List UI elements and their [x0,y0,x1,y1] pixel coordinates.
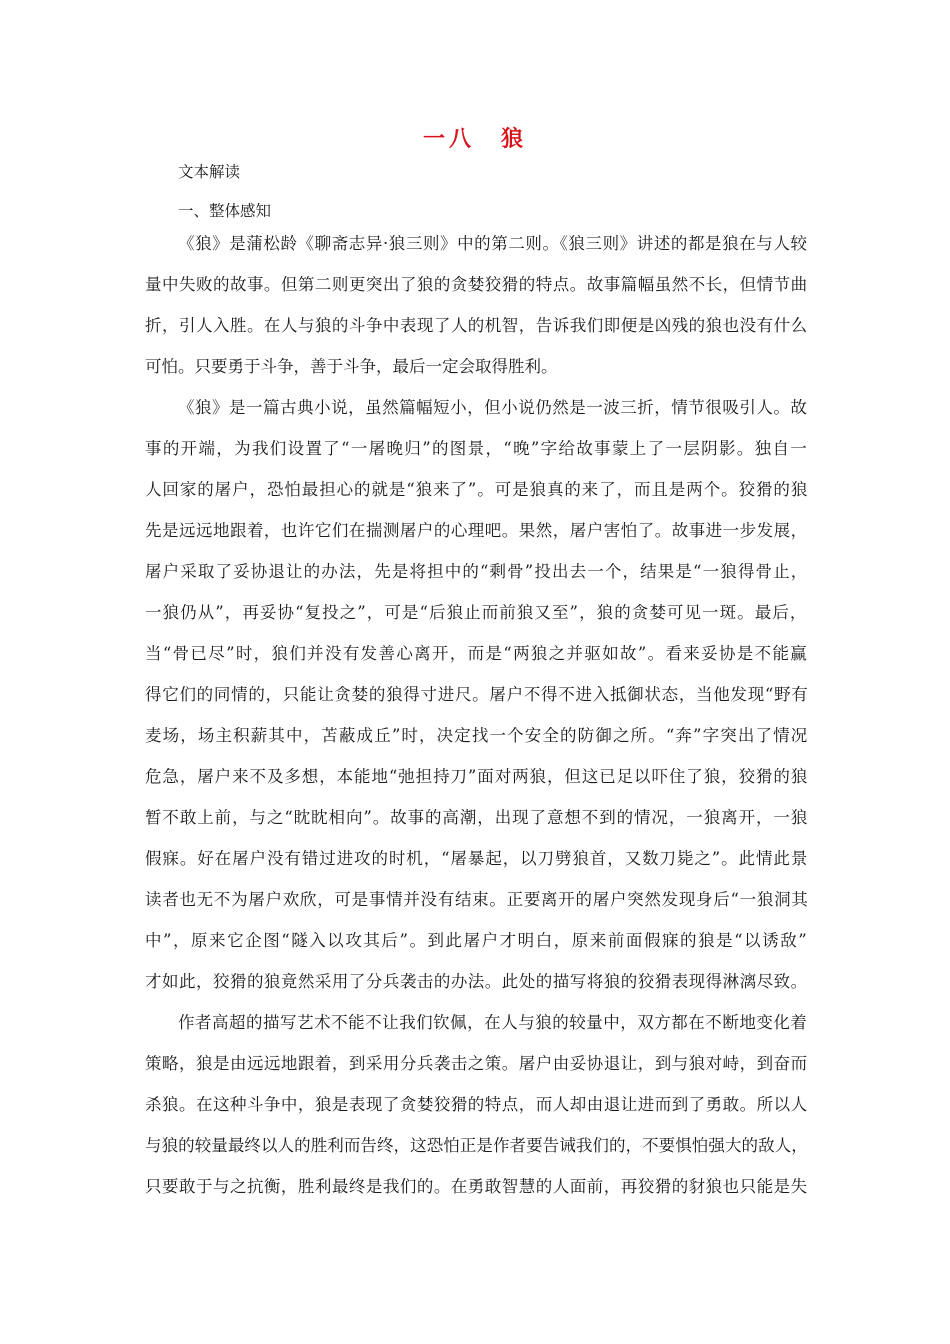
text-line: 读者也无不为屠户欢欣，可是事情并没有结束。正要离开的屠户突然发现身后“一狼洞其 [145,890,809,909]
text-line: 暂不敢上前，与之“眈眈相向”。故事的高潮，出现了意想不到的情况，一狼离开，一狼 [145,808,809,827]
text-line: 得它们的同情的，只能让贪婪的狼得寸进尺。屠户不得不进入抵御状态，当他发现“野有 [145,685,809,704]
text-line: 杀狼。在这种斗争中，狼是表现了贪婪狡猾的特点，而人却由退让进而到了勇敢。所以人 [145,1095,808,1114]
text-line: 量中失败的故事。但第二则更突出了狼的贪婪狡猾的特点。故事篇幅虽然不长，但情节曲 [145,275,808,294]
text-line: 只要敢于与之抗衡，胜利最终是我们的。在勇敢智慧的人面前，再狡猾的豺狼也只能是失 [145,1177,808,1196]
text-line: 《狼》是蒲松龄《聊斋志异·狼三则》中的第二则。《狼三则》讲述的都是狼在与人较 [178,234,808,253]
text-line: 先是远远地跟着，也许它们在揣测屠户的心理吧。果然，屠户害怕了。故事进一步发展， [145,521,808,540]
text-line: 假寐。好在屠户没有错过进攻的时机，“屠暴起，以刀劈狼首，又数刀毙之”。此情此景 [145,849,809,868]
text-line: 《狼》是一篇古典小说，虽然篇幅短小，但小说仍然是一波三折，情节很吸引人。故 [178,398,808,417]
text-line: 才如此，狡猾的狼竟然采用了分兵袭击的办法。此处的描写将狼的狡猾表现得淋漓尽致。 [145,972,808,991]
text-line: 策略，狼是由远远地跟着，到采用分兵袭击之策。屠户由妥协退让，到与狼对峙，到奋而 [145,1054,808,1073]
section-heading: 文本解读 [178,163,241,181]
text-line: 可怕。只要勇于斗争，善于斗争，最后一定会取得胜利。 [145,357,558,376]
text-line: 麦场，场主积薪其中，苫蔽成丘”时，决定找一个安全的防御之所。“奔”字突出了情况 [145,726,809,745]
subsection-heading: 一、整体感知 [178,202,272,220]
text-line: 危急，屠户来不及多想，本能地“弛担持刀”面对两狼，但这已足以吓住了狼，狡猾的狼 [145,767,809,786]
text-line: 屠户采取了妥协退让的办法，先是将担中的“剩骨”投出去一个，结果是“一狼得骨止， [145,562,809,581]
text-line: 人回家的屠户，恐怕最担心的就是“狼来了”。可是狼真的来了，而且是两个。狡猾的狼 [145,480,809,499]
text-line: 一狼仍从”，再妥协“复投之”，可是“后狼止而前狼又至”，狼的贪婪可见一斑。最后， [145,603,808,622]
text-line: 当“骨已尽”时，狼们并没有发善心离开，而是“两狼之并驱如故”。看来妥协是不能赢 [145,644,809,663]
text-line: 与狼的较量最终以人的胜利而告终，这恐怕正是作者要告诫我们的，不要惧怕强大的敌人， [145,1136,808,1155]
text-line: 折，引人入胜。在人与狼的斗争中表现了人的机智，告诉我们即便是凶残的狼也没有什么 [145,316,808,335]
page-title: 一八 狼 [422,127,527,152]
text-line: 中”，原来它企图“隧入以攻其后”。到此屠户才明白，原来前面假寐的狼是“以诱敌” [145,931,809,950]
text-line: 事的开端，为我们设置了“一屠晚归”的图景，“晚”字给故事蒙上了一层阴影。独自一 [145,439,809,458]
text-line: 作者高超的描写艺术不能不让我们钦佩，在人与狼的较量中，双方都在不断地变化着 [178,1013,808,1032]
